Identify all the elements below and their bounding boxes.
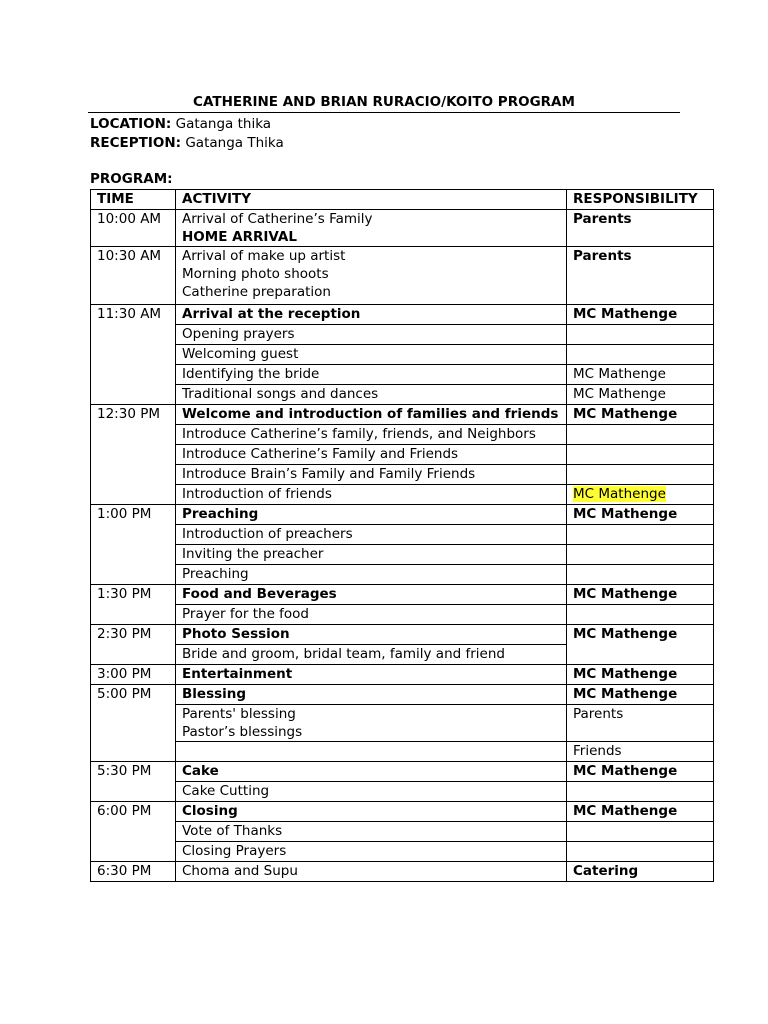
responsibility-cell: Catering [567,862,714,882]
activity-cell: Entertainment [176,665,567,685]
activity-cell: Preaching [176,565,567,585]
table-row [91,625,714,645]
activity-cell: Choma and Supu [176,862,567,882]
table-row [91,365,714,385]
time-cell: 10:00 AM [91,210,176,247]
responsibility-cell [567,605,714,625]
document-title: CATHERINE AND BRIAN RURACIO/KOITO PROGRAM [88,94,680,113]
activity-cell: Closing Prayers [176,842,567,862]
header-time: TIME [91,190,176,210]
table-row [91,782,714,802]
responsibility-cell: MC Mathenge [567,685,714,705]
table-row [91,305,714,325]
time-cell: 2:30 PM [91,625,176,665]
activity-cell: Food and Beverages [176,585,567,605]
activity-text: Arrival of Catherine’s Family [182,211,373,227]
location-label: LOCATION: [90,116,172,132]
table-row [91,862,714,882]
responsibility-cell [567,425,714,445]
time-cell: 3:00 PM [91,665,176,685]
table-header-row [91,190,714,210]
responsibility-cell [567,465,714,485]
activity-cell: Vote of Thanks [176,822,567,842]
activity-cell: Introduction of preachers [176,525,567,545]
activity-cell: Introduce Brain’s Family and Family Friends [176,465,567,485]
reception-value: Gatanga Thika [185,135,284,151]
responsibility-cell: MC Mathenge [567,505,714,525]
activity-cell: Introduce Catherine’s Family and Friends [176,445,567,465]
event-meta [90,115,284,153]
reception-label: RECEPTION: [90,135,182,151]
activity-cell: Cake [176,762,567,782]
program-label: PROGRAM: [90,171,173,187]
activity-cell: Closing [176,802,567,822]
activity-text: Arrival of make up artist [182,248,346,264]
responsibility-cell [567,782,714,802]
responsibility-cell: Friends [567,742,714,762]
table-row [91,445,714,465]
responsibility-cell: MC Mathenge [567,802,714,822]
activity-text: HOME ARRIVAL [182,229,297,245]
table-row [91,425,714,445]
time-cell: 6:30 PM [91,862,176,882]
table-row [91,405,714,425]
table-row [91,585,714,605]
activity-cell: Opening prayers [176,325,567,345]
time-cell: 12:30 PM [91,405,176,505]
table-row [91,525,714,545]
responsibility-cell: Parents [567,705,714,742]
table-row [91,605,714,625]
activity-text: Pastor’s blessings [182,724,303,740]
activity-cell: Welcoming guest [176,345,567,365]
activity-cell: Introduction of friends [176,485,567,505]
table-row [91,505,714,525]
responsibility-cell [567,485,714,505]
location-line [90,115,284,134]
table-row [91,822,714,842]
header-activity: ACTIVITY [176,190,567,210]
table-row [91,545,714,565]
location-value: Gatanga thika [175,116,272,132]
time-cell: 11:30 AM [91,305,176,405]
responsibility-cell [567,565,714,585]
program-table [90,189,714,882]
responsibility-cell [567,842,714,862]
responsibility-cell [567,345,714,365]
activity-text: Morning photo shoots [182,266,329,282]
table-row [91,802,714,822]
activity-cell: Blessing [176,685,567,705]
activity-cell [176,742,567,762]
activity-cell: Preaching [176,505,567,525]
time-cell: 1:00 PM [91,505,176,585]
activity-cell: Bride and groom, bridal team, family and friend [176,645,567,665]
highlighted-responsibility: MC Mathenge [573,486,666,502]
reception-line [90,134,284,153]
time-cell: 1:30 PM [91,585,176,625]
table-row [91,465,714,485]
header-responsibility: RESPONSIBILITY [567,190,714,210]
activity-cell [176,210,567,247]
responsibility-cell [567,445,714,465]
responsibility-cell: MC Mathenge [567,405,714,425]
time-cell: 5:00 PM [91,685,176,762]
table-row [91,742,714,762]
activity-cell: Identifying the bride [176,365,567,385]
responsibility-cell: MC Mathenge [567,762,714,782]
responsibility-cell: Parents [567,247,714,305]
responsibility-cell [567,325,714,345]
table-row [91,345,714,365]
table-row [91,210,714,247]
responsibility-cell: MC Mathenge [567,665,714,685]
table-row [91,247,714,305]
responsibility-cell: MC Mathenge [567,385,714,405]
responsibility-cell: MC Mathenge [567,625,714,665]
activity-cell [176,247,567,305]
table-row [91,762,714,782]
responsibility-cell: MC Mathenge [567,305,714,325]
activity-cell [176,705,567,742]
activity-text: Parents' blessing [182,706,296,722]
activity-cell: Traditional songs and dances [176,385,567,405]
activity-cell: Arrival at the reception [176,305,567,325]
responsibility-cell [567,545,714,565]
table-row [91,685,714,705]
activity-cell: Welcome and introduction of families and friends [176,405,567,425]
time-cell: 6:00 PM [91,802,176,862]
activity-text: Catherine preparation [182,284,331,300]
responsibility-cell: Parents [567,210,714,247]
table-row [91,385,714,405]
responsibility-cell: MC Mathenge [567,365,714,385]
activity-cell: Introduce Catherine’s family, friends, and Neighbors [176,425,567,445]
table-row [91,705,714,742]
responsibility-cell [567,525,714,545]
table-row [91,565,714,585]
activity-cell: Cake Cutting [176,782,567,802]
activity-cell: Inviting the preacher [176,545,567,565]
table-row [91,325,714,345]
table-row [91,665,714,685]
responsibility-cell: MC Mathenge [567,585,714,605]
activity-cell: Photo Session [176,625,567,645]
table-row [91,842,714,862]
responsibility-cell [567,822,714,842]
time-cell: 5:30 PM [91,762,176,802]
table-row [91,485,714,505]
activity-cell: Prayer for the food [176,605,567,625]
time-cell: 10:30 AM [91,247,176,305]
